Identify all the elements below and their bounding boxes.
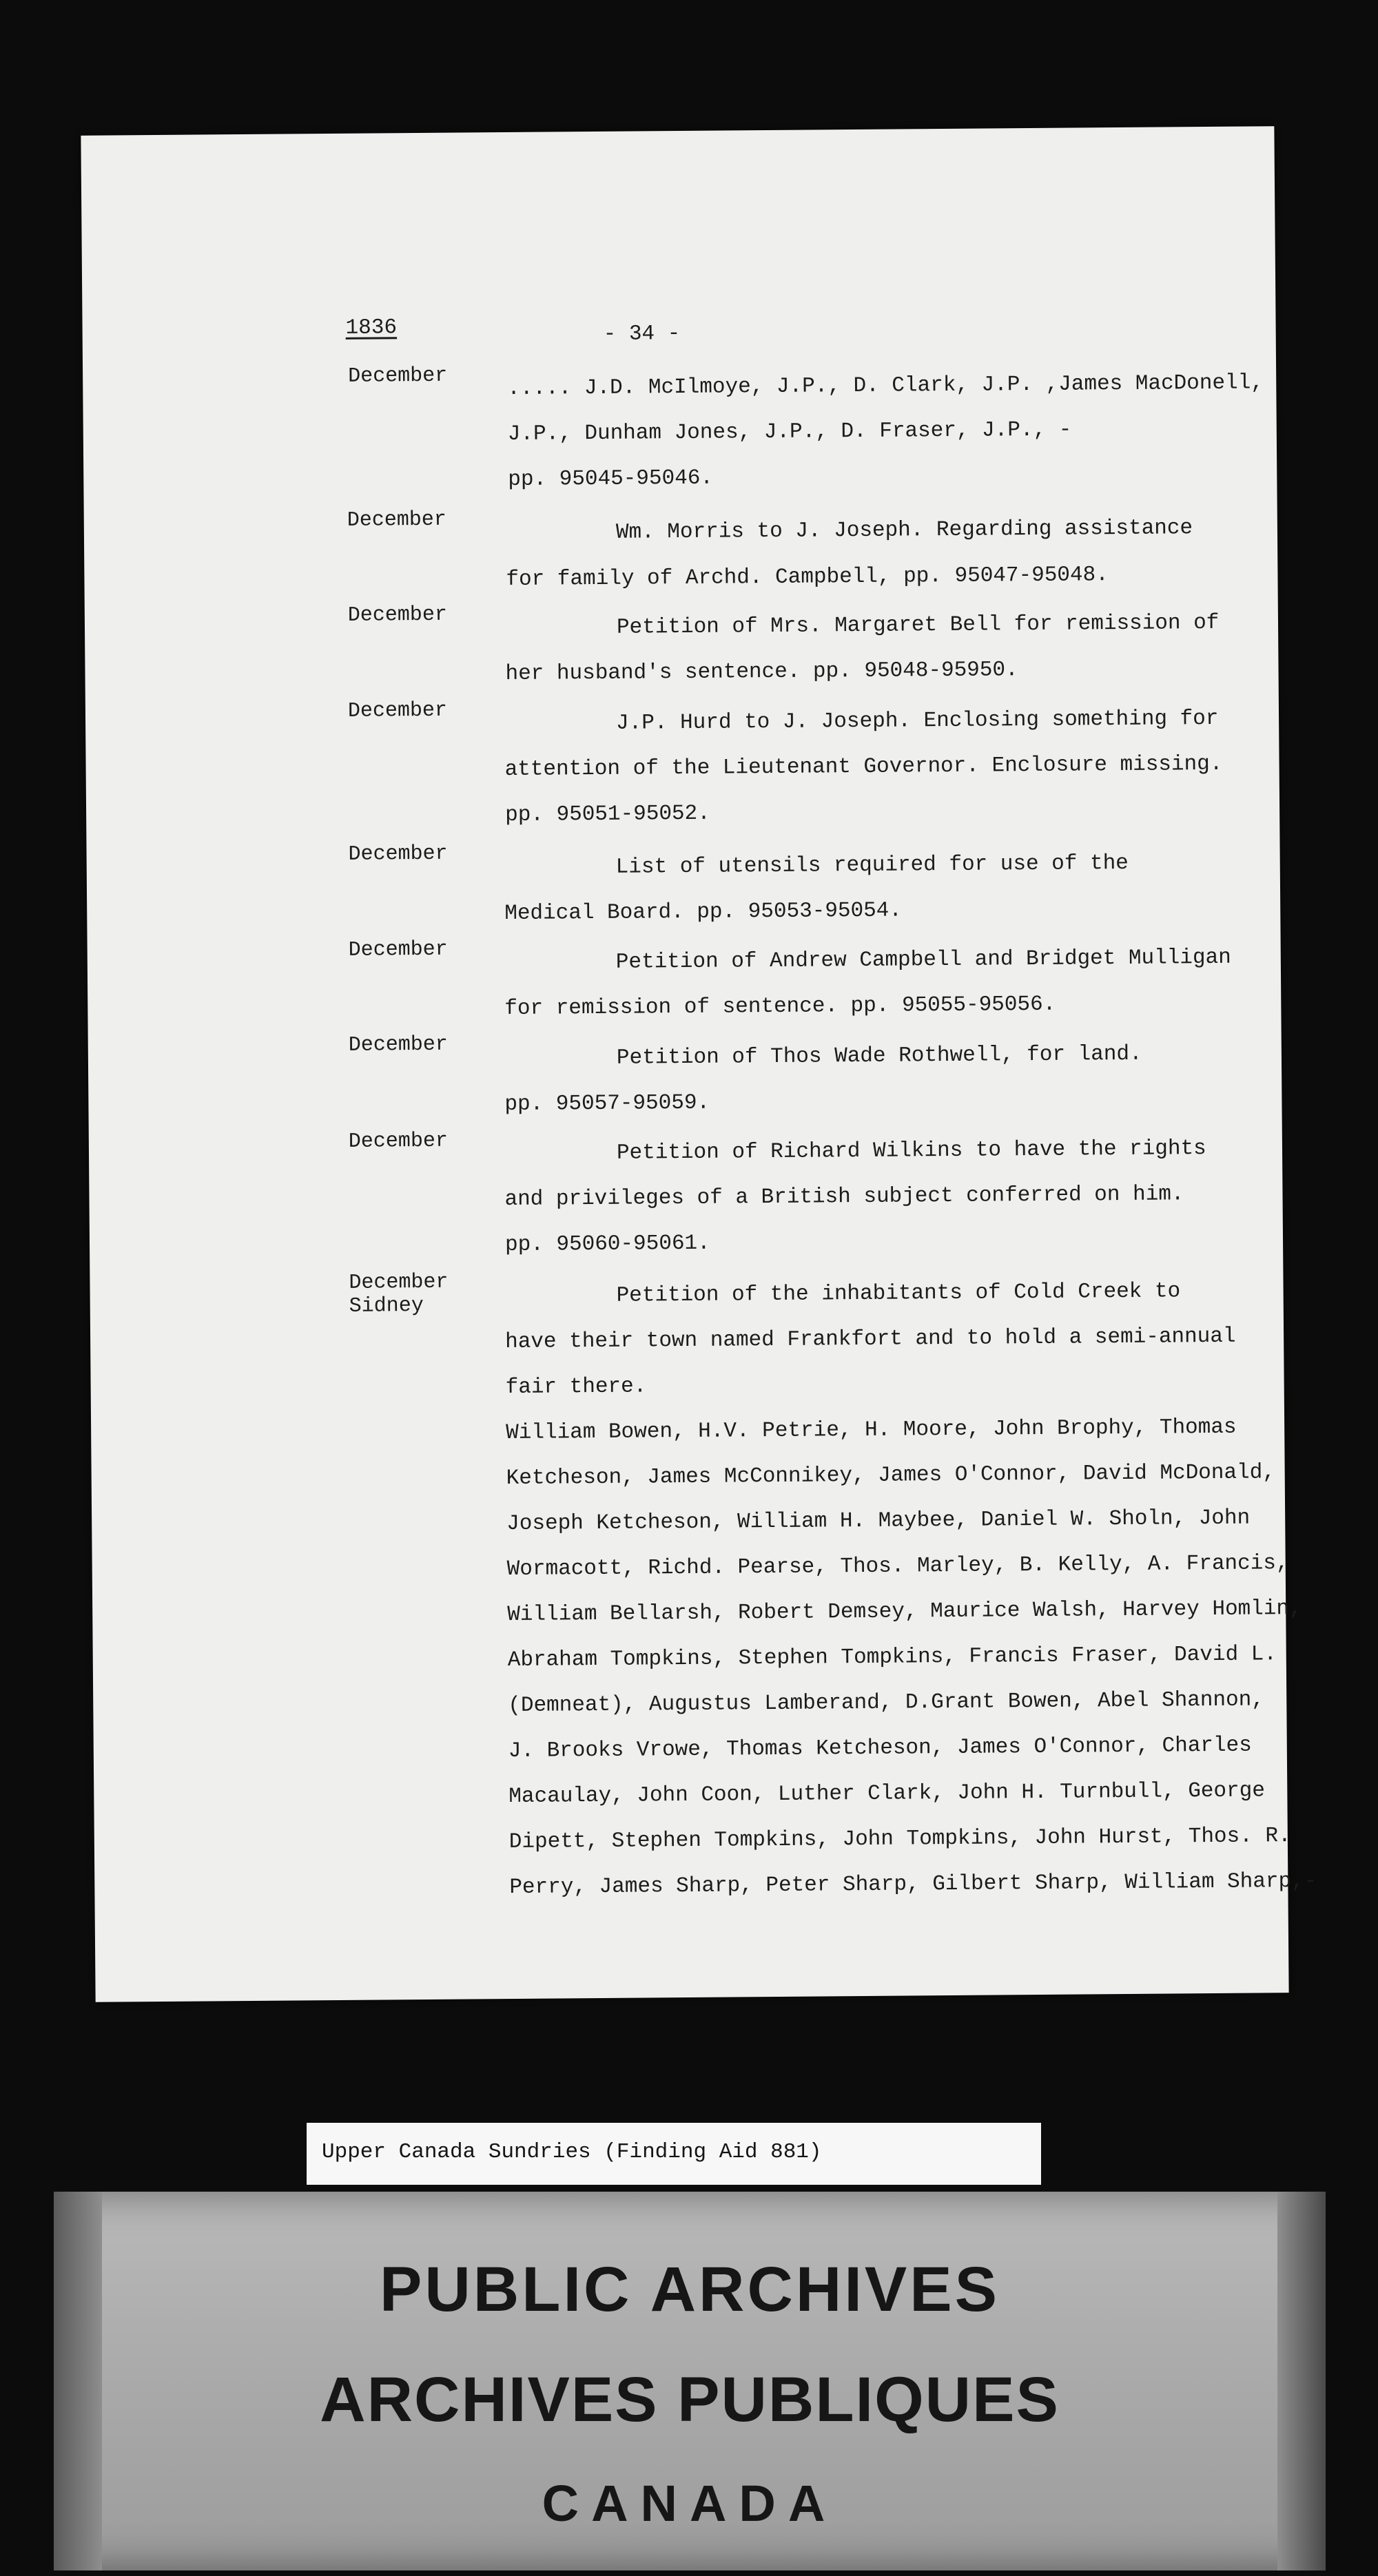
entry-date: December (348, 937, 448, 962)
entry-date: December (348, 1032, 448, 1057)
entry-line: ..... J.D. McIlmoye, J.P., D. Clark, J.P. ,James MacDonell, (507, 371, 1264, 401)
year-heading: 1836 (345, 315, 398, 340)
entry-date: December (349, 1270, 449, 1295)
entry-line: William Bowen, H.V. Petrie, H. Moore, John Brophy, Thomas (506, 1415, 1237, 1446)
entry-date: December (347, 698, 448, 723)
entry-line: Petition of Andrew Campbell and Bridget Mulligan (615, 945, 1231, 975)
entry-line: Petition of Thos Wade Rothwell, for land. (616, 1041, 1142, 1070)
entry-line: pp. 95051-95052. (505, 801, 710, 828)
entry-line: Petition of Richard Wilkins to have the rights (616, 1136, 1206, 1165)
finding-aid-text: Upper Canada Sundries (Finding Aid 881) (322, 2140, 822, 2164)
archives-stamp (54, 2192, 1326, 2570)
entry-line: Perry, James Sharp, Peter Sharp, Gilbert Sharp, William Sharp,- (509, 1869, 1317, 1900)
entry-line: Petition of Mrs. Margaret Bell for remission of (616, 610, 1220, 640)
entry-line: Wormacott, Richd. Pearse, Thos. Marley, B. Kelly, A. Francis, (506, 1551, 1289, 1582)
entry-line: Macaulay, John Coon, Luther Clark, John H. Turnbull, George (508, 1778, 1266, 1809)
entry-line: Petition of the inhabitants of Cold Creek to (616, 1279, 1181, 1308)
stamp-line-country: CANADA (542, 2475, 838, 2532)
stamp-line-english: PUBLIC ARCHIVES (380, 2254, 1000, 2325)
stamp-line-french: ARCHIVES PUBLIQUES (320, 2365, 1060, 2435)
entry-line: for remission of sentence. pp. 95055-95056. (504, 992, 1056, 1021)
entry-place: Sidney (349, 1294, 424, 1318)
entry-line: have their town named Frankfort and to hold a semi-annual (505, 1324, 1236, 1355)
entry-line: Joseph Ketcheson, William H. Maybee, Daniel W. Sholn, John (506, 1506, 1251, 1537)
entry-line: Ketcheson, James McConnikey, James O'Connor, David McDonald, (506, 1460, 1276, 1491)
entry-line: pp. 95045-95046. (508, 466, 714, 492)
entry-line: J. Brooks Vrowe, Thomas Ketcheson, James O'Connor, Charles (508, 1733, 1252, 1764)
entry-date: December (348, 364, 448, 388)
entry-line: her husband's sentence. pp. 95048-95950. (505, 658, 1018, 687)
entry-line: J.P., Dunham Jones, J.P., D. Fraser, J.P., - (507, 417, 1072, 446)
entry-line: fair there. (505, 1374, 647, 1400)
entry-line: for family of Archd. Campbell, pp. 95047-95048. (506, 563, 1109, 592)
entry-line: Wm. Morris to J. Joseph. Regarding assistance (615, 516, 1193, 545)
entry-line: pp. 95060-95061. (504, 1231, 710, 1258)
document-page (81, 126, 1317, 2002)
entry-line: (Demneat), Augustus Lamberand, D.Grant Bowen, Abel Shannon, (508, 1687, 1265, 1718)
entry-line: pp. 95057-95059. (504, 1090, 710, 1117)
entry-line: J.P. Hurd to J. Joseph. Enclosing something for (615, 706, 1219, 736)
entry-line: Medical Board. pp. 95053-95054. (504, 898, 903, 926)
entry-line: List of utensils required for use of the (615, 851, 1129, 880)
entry-date: December (347, 603, 448, 627)
entry-date: December (348, 1129, 449, 1154)
entry-line: and privileges of a British subject conferred on him. (504, 1182, 1184, 1212)
entry-line: Abraham Tompkins, Stephen Tompkins, Francis Fraser, David L. (507, 1642, 1277, 1673)
finding-aid-label (307, 2123, 1041, 2185)
page-number: - 34 - (603, 322, 681, 346)
entry-date: December (348, 842, 448, 866)
entry-line: William Bellarsh, Robert Demsey, Maurice Walsh, Harvey Homlin, (507, 1596, 1302, 1628)
entry-line: attention of the Lieutenant Governor. Enclosure missing. (504, 751, 1223, 782)
entry-date: December (347, 508, 446, 532)
entry-line: Dipett, Stephen Tompkins, John Tompkins, John Hurst, Thos. R. (508, 1824, 1291, 1855)
